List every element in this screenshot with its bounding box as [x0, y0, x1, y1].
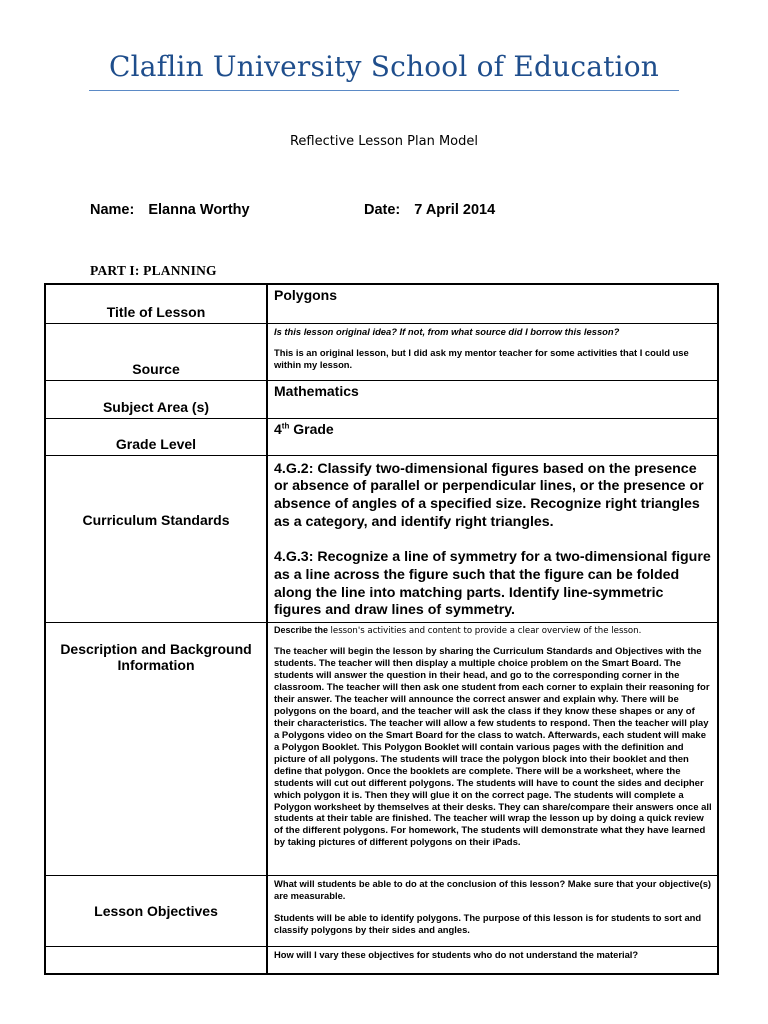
objectives-answer: Students will be able to identify polygons. The purpose of this lesson is for students to sort and classify polygons by their sides and angles. [274, 911, 702, 935]
title-value-cell [267, 284, 718, 323]
standards-label: Curriculum Standards [82, 511, 230, 528]
table-row-description [45, 623, 718, 876]
source-value-cell [267, 323, 718, 380]
part-heading: PART I: PLANNING [90, 263, 217, 278]
date-field [364, 202, 495, 218]
standards-value-cell [267, 455, 718, 623]
description-body: The teacher will begin the lesson by sharing the Curriculum Standards and Objectives with the students. The teacher will then display a multiple choice problem on the Smart Board. The students will answer the question in their head, and go to the corresponding corner in the classroom. The teacher will then ask one student from each corner to explain their reasoning for their answer. The teacher will announce the correct answer and explain why. There will be polygons on the board, and the teacher will ask the class if they know these shapes or any of their characteristics. The teacher will allow a few students to respond. Then the teacher will play a Polygons video on the Smart Board for the class to watch. Afterwards, each student will make a Polygon Booklet. This Polygon Booklet will contain various pages with the definition and picture of all polygons. The students will trace the polygon block into their booklet and then define that polygon. Once the booklets are complete. There will be a worksheet, where the students will cut out different polygons. The students will have to count the sides and decipher which polygon it is. Then they will glue it on the correct page. The students will complete a Polygon worksheet by themselves at their desks. They can share/compare their answers once all students at their table are finished. The teacher will wrap the lesson up by doing a quick review of the different polygons. For homework, The students will demonstrate what they have learned by taking pictures of different polygons on their iPads. [274, 646, 712, 849]
table-row-vary [45, 947, 718, 974]
grade-label: Grade Level [115, 435, 197, 452]
subject-value: Mathematics [274, 382, 359, 399]
table-row-title [45, 284, 718, 323]
subject-label: Subject Area (s) [102, 398, 210, 415]
title-label: Title of Lesson [106, 303, 206, 320]
objectives-value-cell [267, 876, 718, 947]
table-row-source [45, 323, 718, 380]
grade-value-cell [267, 418, 718, 455]
source-answer: This is an original lesson, but I did ask my mentor teacher for some activities that I could use within my lesson. [274, 347, 689, 371]
table-row-grade [45, 418, 718, 455]
title-label-cell [45, 284, 267, 323]
table-row-standards [45, 455, 718, 623]
objectives-label: Lesson Objectives [94, 903, 218, 920]
description-value-cell [267, 623, 718, 876]
description-prompt: Describe the lesson's activities and content to provide a clear overview of the lesson. [274, 625, 642, 637]
source-label-cell [45, 323, 267, 380]
standard-4g2: 4.G.2: Classify two-dimensional figures based on the presence or absence of parallel or perpendicular lines, or the presence or absence of angles of a specified size. Recognize right triangles as a category, and identify right triangles. [274, 460, 704, 530]
objectives-label-cell [45, 876, 267, 947]
lesson-plan-table [44, 283, 719, 975]
header-divider [89, 90, 679, 91]
standard-4g3: 4.G.3: Recognize a line of symmetry for a two-dimensional figure as a line across the figure such that the figure can be folded along the line into matching parts. Identify line-symmetric figures and draw lines of symmetry. [274, 549, 711, 619]
source-label: Source [132, 360, 180, 377]
table-row-objectives [45, 876, 718, 947]
description-label-cell [45, 623, 267, 876]
subject-value-cell [267, 380, 718, 418]
date-label: Date: [364, 202, 401, 218]
date-value: 7 April 2014 [414, 202, 496, 218]
standards-label-cell [45, 455, 267, 623]
grade-label-cell [45, 418, 267, 455]
grade-value: 4th Grade [274, 420, 334, 437]
vary-prompt: How will I vary these objectives for students who do not understand the material? [274, 949, 639, 961]
description-label: Description and Background Information [60, 641, 252, 674]
objectives-prompt: What will students be able to do at the conclusion of this lesson? Make sure that your objective(s) are measurable. [274, 878, 712, 901]
institution-title: Claflin University School of Education [109, 50, 659, 83]
document-title: Reflective Lesson Plan Model [289, 134, 479, 149]
name-label: Name: [90, 202, 135, 218]
vary-value-cell [267, 947, 718, 974]
source-prompt: Is this lesson original idea? If not, from what source did I borrow this lesson? [274, 325, 620, 337]
title-value: Polygons [274, 287, 338, 303]
subject-label-cell [45, 380, 267, 418]
vary-label-cell [45, 947, 267, 974]
name-value: Elanna Worthy [148, 202, 250, 218]
name-field [90, 202, 250, 218]
table-row-subject [45, 380, 718, 418]
